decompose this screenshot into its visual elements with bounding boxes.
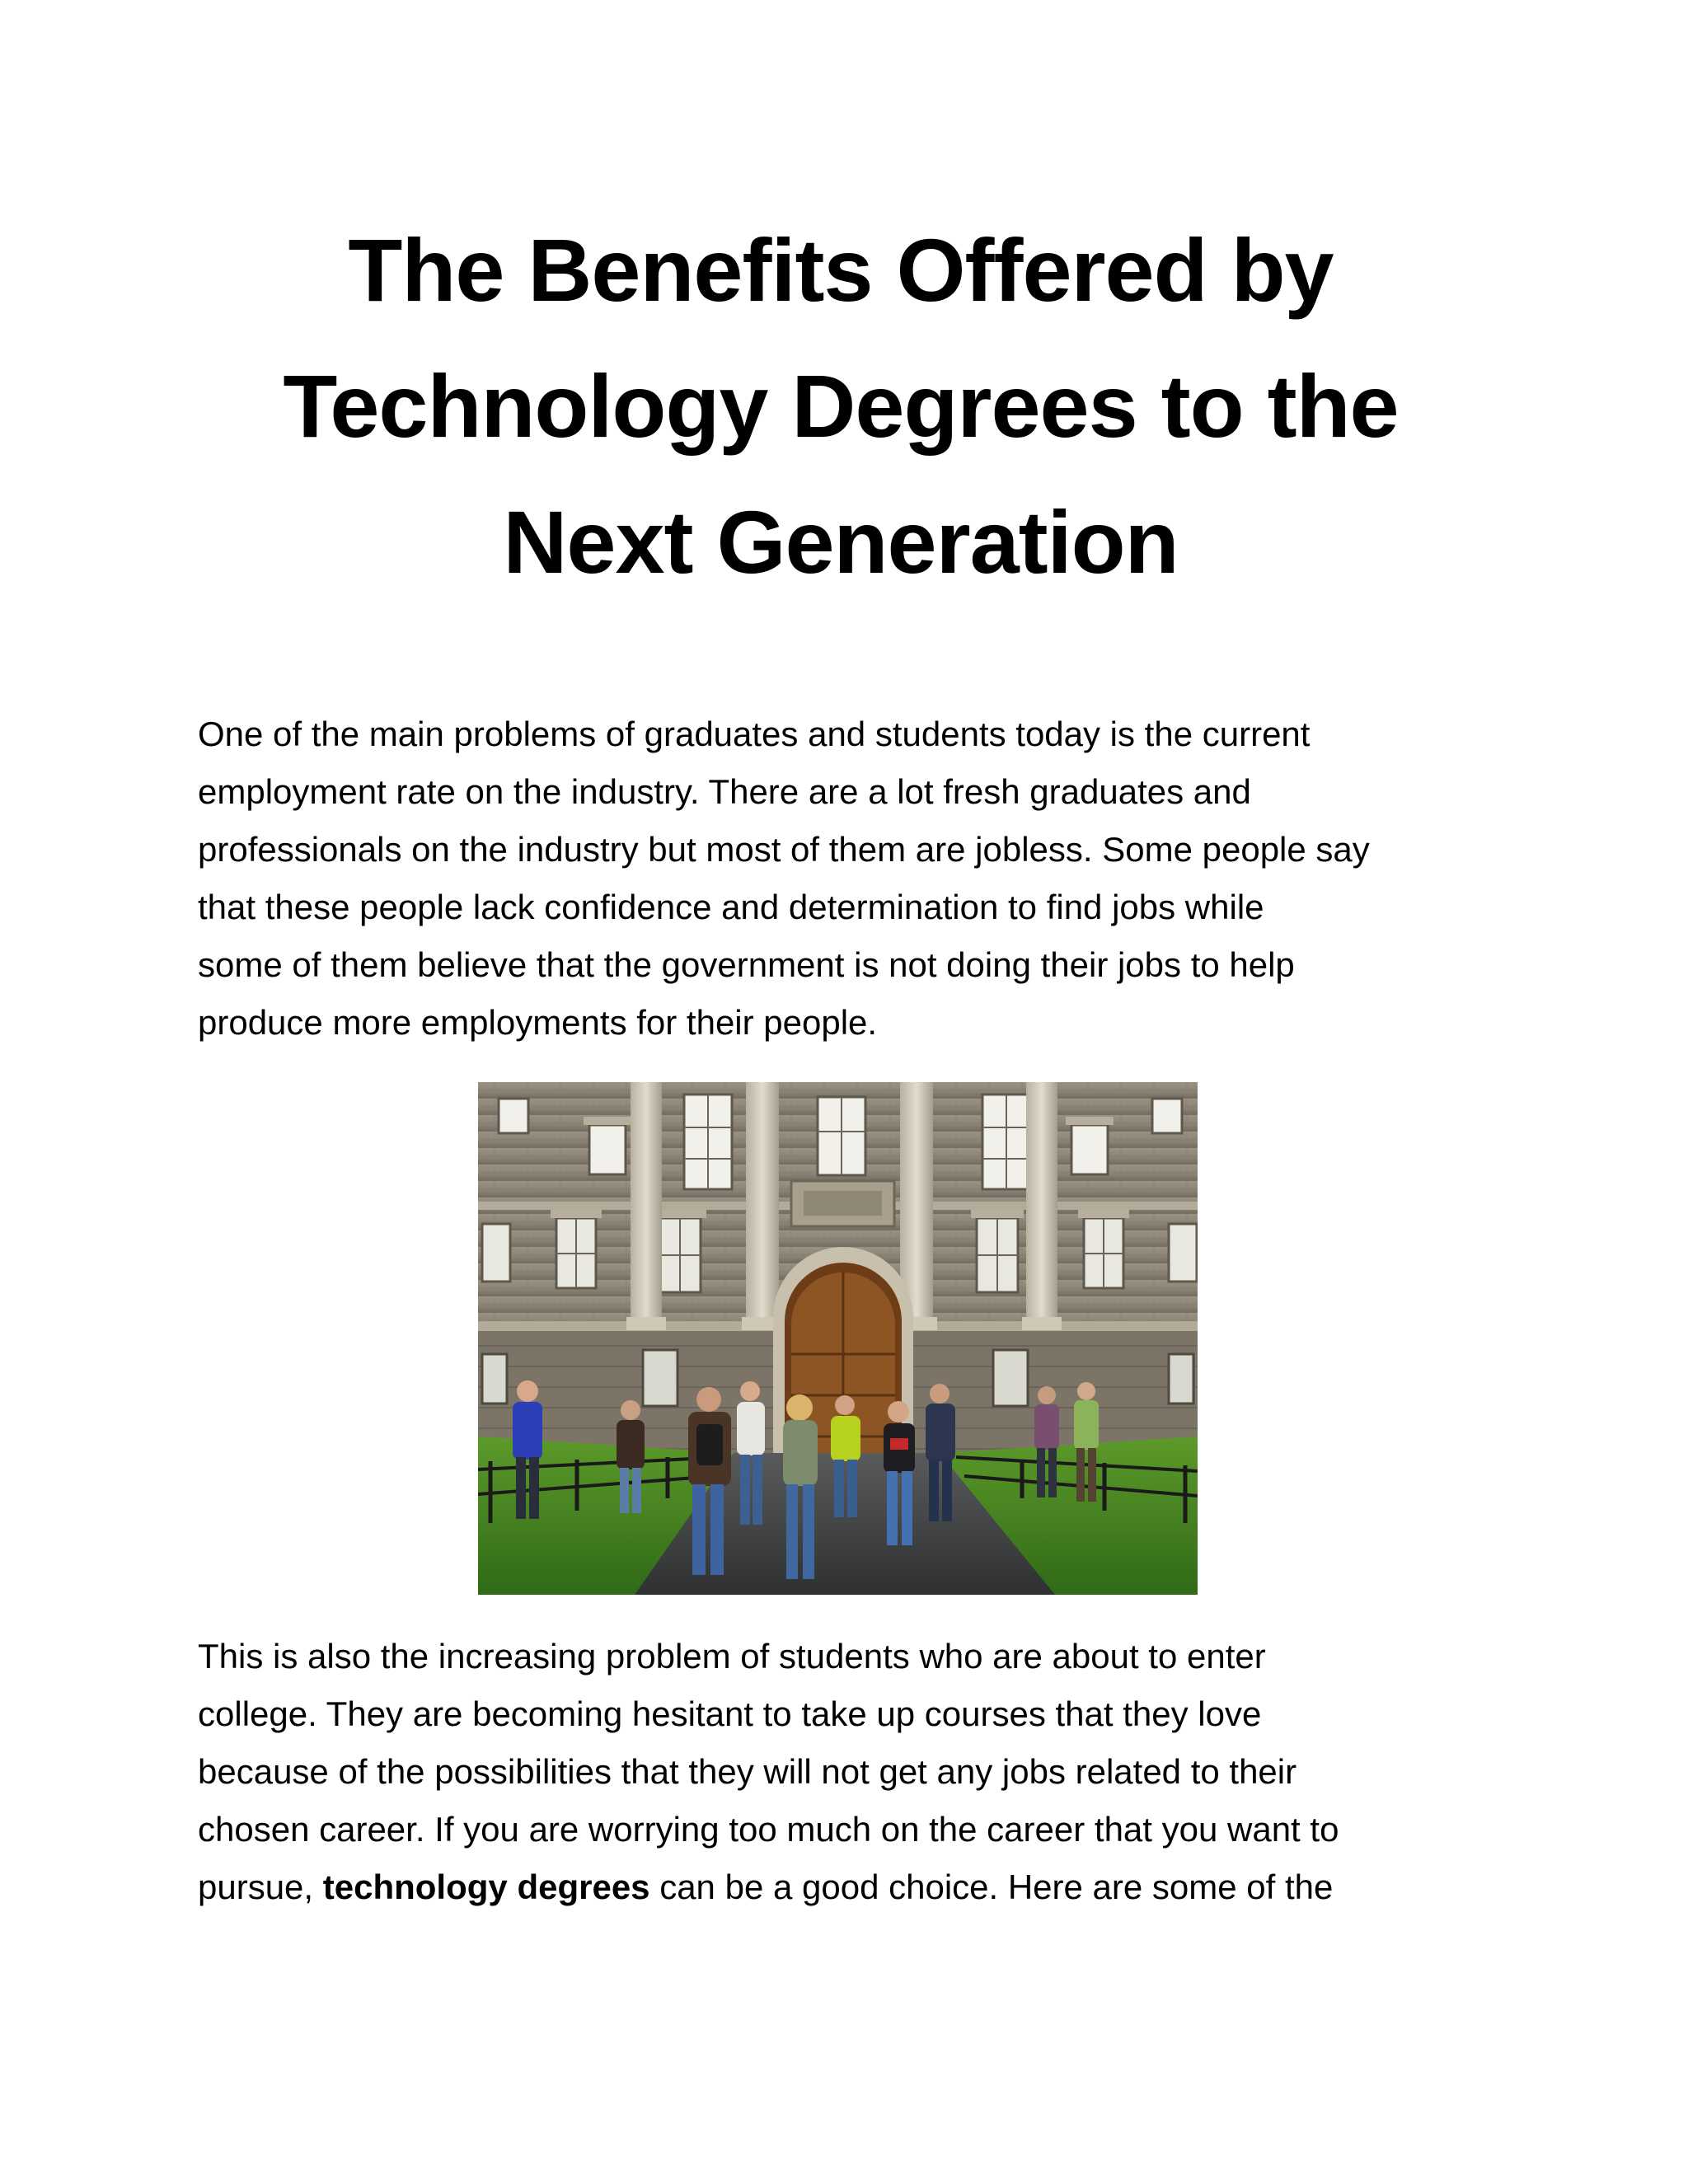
body-paragraph [198, 1628, 1533, 1916]
paragraph-line: that these people lack confidence and determination to find jobs while [198, 888, 1264, 926]
campus-building-photo [478, 1082, 1198, 1595]
paragraph-line [198, 1858, 1533, 1916]
title-line: Next Generation [503, 492, 1179, 592]
title-line: The Benefits Offered by [348, 220, 1334, 320]
line-text: pursue, [198, 1868, 323, 1906]
paragraph-line: chosen career. If you are worrying too much on the career that you want to [198, 1810, 1339, 1849]
intro-paragraph [198, 705, 1533, 1052]
paragraph-line: produce more employments for their people. [198, 1003, 878, 1042]
line-text: can be a good choice. Here are some of the [649, 1868, 1334, 1906]
paragraph-line: because of the possibilities that they will not get any jobs related to their [198, 1752, 1297, 1791]
paragraph-line: college. They are becoming hesitant to take up courses that they love [198, 1694, 1262, 1733]
paragraph-line: professionals on the industry but most of them are jobless. Some people say [198, 830, 1370, 869]
paragraph-line: One of the main problems of graduates and students today is the current [198, 715, 1311, 753]
paragraph-line: employment rate on the industry. There are a lot fresh graduates and [198, 772, 1251, 811]
title-line: Technology Degrees to the [283, 356, 1399, 456]
bold-keyword: technology degrees [322, 1868, 650, 1906]
paragraph-line: some of them believe that the government is not doing their jobs to help [198, 945, 1295, 984]
paragraph-line: This is also the increasing problem of students who are about to enter [198, 1637, 1266, 1675]
document-title [198, 202, 1484, 610]
